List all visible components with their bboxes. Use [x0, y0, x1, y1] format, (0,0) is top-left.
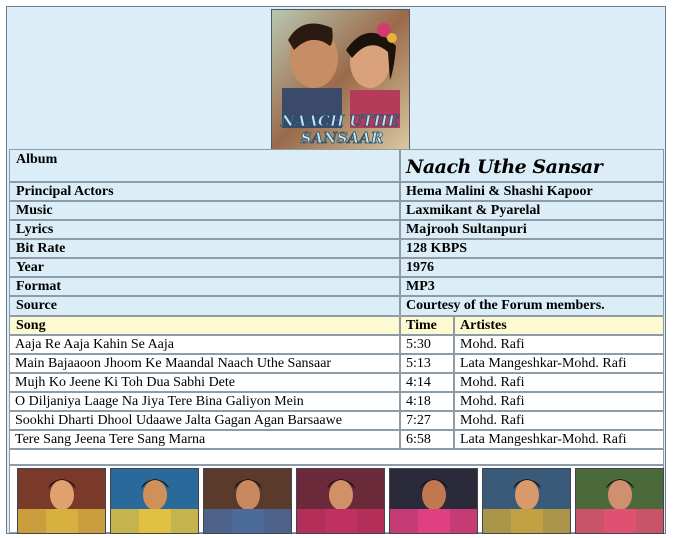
song-header-label: Song	[16, 318, 46, 333]
song-time: 6:58	[406, 432, 431, 447]
artistes-column-header	[454, 316, 664, 335]
album-cover-image	[271, 9, 410, 151]
info-label: Source	[16, 298, 57, 313]
table-cell	[454, 392, 664, 411]
song-artist: Mohd. Rafi	[460, 337, 525, 352]
song-title: Mujh Ko Jeene Ki Toh Dua Sabhi Dete	[15, 375, 236, 390]
time-column-header	[400, 316, 454, 335]
info-value: Hema Malini & Shashi Kapoor	[406, 184, 593, 199]
info-label: Lyrics	[16, 222, 54, 237]
song-artist: Lata Mangeshkar-Mohd. Rafi	[460, 432, 627, 447]
table-cell	[400, 411, 454, 430]
song-title: Sookhi Dharti Dhool Udaawe Jalta Gagan Agan Barsaawe	[15, 413, 342, 428]
song-artist: Mohd. Rafi	[460, 394, 525, 409]
album-info-table	[6, 6, 666, 534]
film-still-thumbnail	[110, 468, 199, 534]
info-value: Laxmikant & Pyarelal	[406, 203, 541, 218]
info-label-cell	[9, 201, 400, 220]
info-value: 128 KBPS	[406, 241, 468, 256]
table-cell	[9, 430, 400, 449]
info-label: Album	[16, 152, 58, 167]
song-artist: Mohd. Rafi	[460, 375, 525, 390]
info-value-cell	[400, 258, 664, 277]
info-value-cell	[400, 277, 664, 296]
table-cell	[9, 335, 400, 354]
film-still-thumbnail	[17, 468, 106, 534]
song-time: 7:27	[406, 413, 431, 428]
info-label: Bit Rate	[16, 241, 66, 256]
table-cell	[454, 335, 664, 354]
song-time: 5:30	[406, 337, 431, 352]
info-value: 1976	[406, 260, 434, 275]
spacer-row	[9, 449, 664, 465]
info-value-cell	[400, 220, 664, 239]
table-cell	[9, 392, 400, 411]
album-title: Naach Uthe Sansar	[406, 156, 603, 178]
artistes-header-label: Artistes	[460, 318, 507, 333]
cover-title-text: NAACH UTHE	[280, 112, 400, 130]
film-still-thumbnail	[203, 468, 292, 534]
table-cell	[454, 430, 664, 449]
info-label: Year	[16, 260, 44, 275]
info-label-cell	[9, 220, 400, 239]
song-artist: Lata Mangeshkar-Mohd. Rafi	[460, 356, 627, 371]
song-artist: Mohd. Rafi	[460, 413, 525, 428]
info-label-cell	[9, 258, 400, 277]
info-label-cell	[9, 239, 400, 258]
song-title: Aaja Re Aaja Kahin Se Aaja	[15, 337, 175, 352]
time-header-label: Time	[406, 318, 437, 333]
table-cell	[454, 411, 664, 430]
svg-text:SANSAAR: SANSAAR	[300, 129, 384, 147]
info-value: Courtesy of the Forum members.	[406, 298, 605, 313]
film-still-thumbnail	[389, 468, 478, 534]
info-value-cell	[400, 296, 664, 316]
info-value-cell	[400, 149, 664, 182]
film-still-thumbnail	[296, 468, 385, 534]
table-cell	[400, 392, 454, 411]
info-label: Principal Actors	[16, 184, 114, 199]
song-column-header	[9, 316, 400, 335]
song-time: 4:14	[406, 375, 431, 390]
song-time: 4:18	[406, 394, 431, 409]
table-cell	[9, 354, 400, 373]
table-cell	[9, 411, 400, 430]
table-cell	[9, 373, 400, 392]
song-title: O Diljaniya Laage Na Jiya Tere Bina Galiyon Mein	[15, 394, 304, 409]
info-value: MP3	[406, 279, 435, 294]
table-cell	[400, 354, 454, 373]
info-label-cell	[9, 182, 400, 201]
info-value-cell	[400, 182, 664, 201]
table-cell	[454, 373, 664, 392]
info-value-cell	[400, 201, 664, 220]
info-label-cell	[9, 296, 400, 316]
table-cell	[400, 373, 454, 392]
song-title: Main Bajaaoon Jhoom Ke Maandal Naach Uthe Sansaar	[15, 356, 332, 371]
info-label: Format	[16, 279, 62, 294]
info-label-cell	[9, 149, 400, 182]
song-time: 5:13	[406, 356, 431, 371]
info-value: Majrooh Sultanpuri	[406, 222, 527, 237]
table-cell	[400, 335, 454, 354]
table-cell	[400, 430, 454, 449]
info-value-cell	[400, 239, 664, 258]
song-title: Tere Sang Jeena Tere Sang Marna	[15, 432, 206, 447]
info-label-cell	[9, 277, 400, 296]
table-cell	[454, 354, 664, 373]
film-still-thumbnail	[482, 468, 571, 534]
info-label: Music	[16, 203, 53, 218]
film-still-thumbnail	[575, 468, 664, 534]
